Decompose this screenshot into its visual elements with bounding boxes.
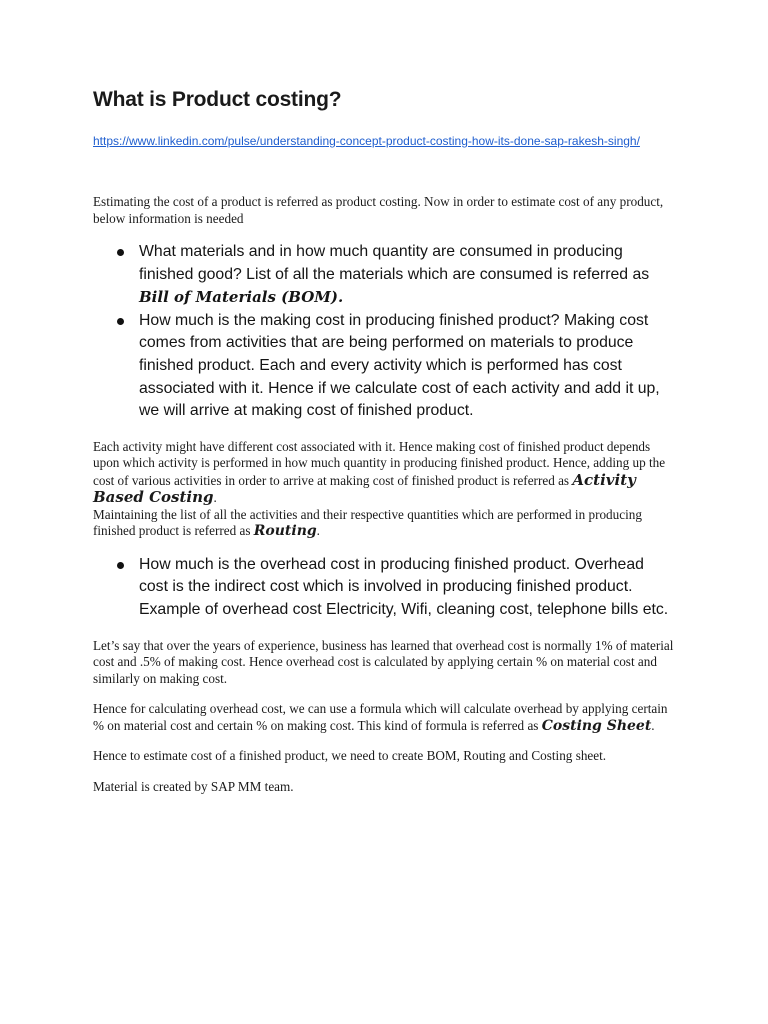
source-link[interactable]: https://www.linkedin.com/pulse/understanding-concept-product-costing-how-its-done-sap-rakesh-singh/ (93, 134, 640, 148)
bullet-icon (117, 318, 124, 325)
costing-sheet-text: Hence for calculating overhead cost, we can use a formula which will calculate overhead by applying certain % on material cost and certain % on making cost. This kind of formula is referred as (93, 701, 668, 733)
routing-term: Routing (253, 523, 317, 540)
costing-sheet-end: . (651, 717, 655, 733)
costing-sheet-term: Costing Sheet (541, 717, 652, 734)
intro-paragraph: Estimating the cost of a product is referred as product costing. Now in order to estimate cost of any product, below information is needed (93, 194, 664, 226)
bullet-list-2 (93, 554, 677, 622)
abc-end: . (213, 490, 217, 506)
material-paragraph: Material is created by SAP MM team. (93, 778, 294, 794)
list-item-making-cost (93, 310, 677, 423)
abc-text: Each activity might have different cost associated with it. Hence making cost of finished product depends upon which activity is performed in how much quantity in producing finished product. Hence, adding up the cost of various activities in order to arrive at making cost of finished product is referred as (93, 438, 666, 488)
bullet-icon (117, 249, 124, 256)
bullet-icon (117, 562, 124, 569)
page-title: What is Product costing? (93, 88, 342, 111)
list-item-bom (93, 241, 677, 310)
list-item-overhead (93, 554, 677, 622)
bom-term: Bill of Materials (BOM). (139, 288, 344, 307)
costing-sheet-paragraph (93, 701, 677, 734)
routing-text: Maintaining the list of all the activities and their respective quantities which are performed in producing finished product is referred as (93, 506, 642, 539)
bullet-list-1 (93, 241, 677, 423)
bom-text: What materials and in how much quantity are consumed in producing finished good? List of all the materials which are consumed is referred as (139, 243, 650, 283)
overhead-paragraph: Let’s say that over the years of experience, business has learned that overhead cost is normally 1% of material cost and .5% of making cost. Hence overhead cost is calculated by applying certain % on material cost and similarly on making cost. (93, 637, 674, 686)
making-cost-text: How much is the making cost in producing finished product? Making cost comes from activities that are being performed on materials to produce finished product. Each and every activity which is performed has cost associated with it. Hence if we calculate cost of each activity and add it up, we will arrive at making cost of finished product. (139, 311, 660, 420)
abc-term: Activity Based Costing (93, 470, 636, 507)
estimate-paragraph: Hence to estimate cost of a finished product, we need to create BOM, Routing and Costing sheet. (93, 748, 607, 764)
overhead-text: How much is the overhead cost in producing finished product. Overhead cost is the indirect cost which is involved in producing finished product. Example of overhead cost Electricity, Wifi, cleaning cost, telephone bills etc. (139, 555, 669, 618)
routing-end: . (316, 523, 320, 539)
abc-paragraph (93, 439, 677, 540)
document-page (93, 88, 677, 795)
